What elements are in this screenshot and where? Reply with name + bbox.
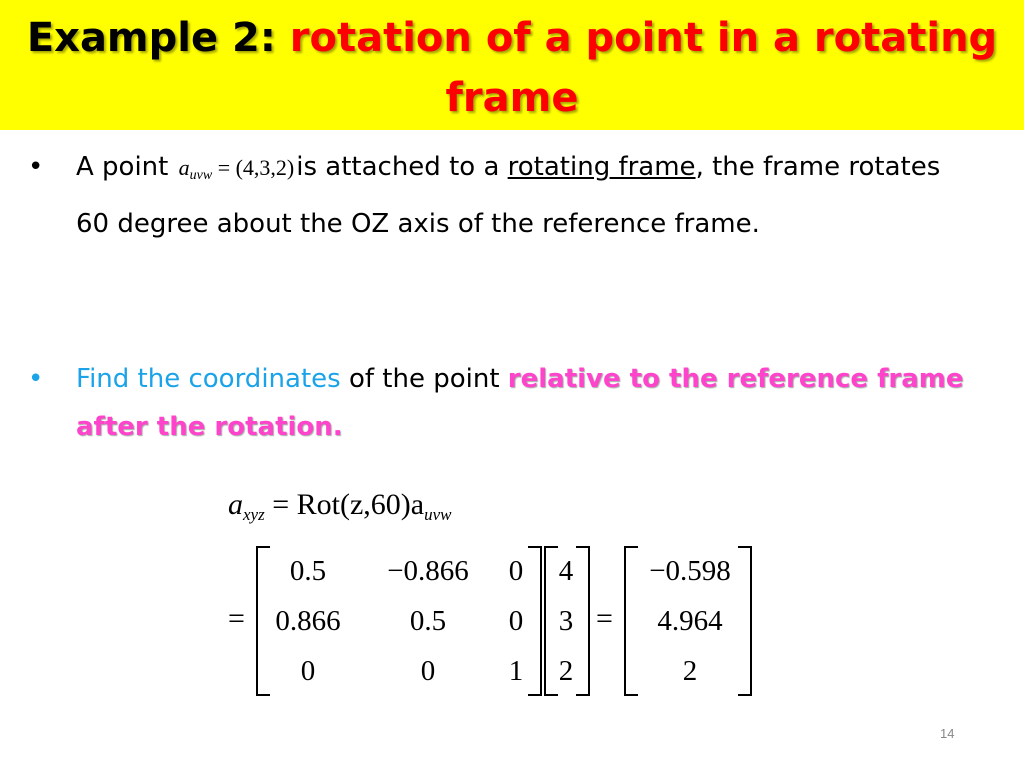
page-number: 14 — [940, 726, 955, 741]
equals-sign: = — [228, 602, 245, 635]
equation-line-2 — [228, 546, 768, 698]
rotation-matrix-cell: 0.5 — [289, 555, 327, 587]
rotation-matrix-cell: −0.866 — [387, 555, 469, 587]
result-cell: 2 — [682, 655, 698, 687]
bullet-1-text-before: A point — [76, 152, 177, 182]
inline-math-rest: = (4,3,2) — [212, 155, 295, 180]
bullet-1-text — [76, 143, 976, 248]
equals-sign: = — [596, 602, 613, 635]
rotation-matrix-cell: 0 — [420, 655, 436, 687]
eq-rhs: = Rot(z,60)a — [264, 488, 425, 521]
rotation-matrix-cell: 0 — [508, 555, 524, 587]
rotation-matrix-cell: 0.5 — [409, 605, 447, 637]
bullet-dot-icon: • — [28, 152, 44, 182]
bullet-2-text — [76, 355, 976, 451]
bullet-1-text-middle: is attached to a — [296, 152, 508, 182]
rotation-matrix-cell: 1 — [508, 655, 524, 687]
bullet-2-part3: relative to the reference frame after the rotation. — [76, 364, 964, 442]
bullet-2-part2: of the point — [340, 364, 508, 394]
inline-equation — [177, 155, 297, 183]
eq-lhs-sub: xyz — [243, 505, 265, 524]
title-main-line2: frame — [445, 75, 579, 121]
inline-math-sub: uvw — [189, 168, 213, 183]
title-bar — [0, 0, 1024, 130]
bullet-1-underlined: rotating frame — [507, 152, 696, 182]
result-cell: 4.964 — [657, 605, 723, 637]
vector-cell: 4 — [558, 555, 574, 587]
title-prefix: Example 2: — [26, 15, 276, 61]
result-cell: −0.598 — [649, 555, 731, 587]
rotation-matrix-cell: 0 — [300, 655, 316, 687]
bullet-2-part1: Find the coordinates — [76, 364, 341, 394]
vector-cell: 3 — [558, 605, 574, 637]
equation-line-1 — [228, 488, 451, 525]
slide-title — [0, 8, 1024, 128]
vector-cell: 2 — [558, 655, 574, 687]
eq-lhs-var: a — [228, 488, 243, 521]
eq-rhs-sub: uvw — [424, 505, 452, 524]
title-main-line1: rotation of a point in a rotating — [289, 15, 998, 61]
rotation-matrix-cell: 0 — [508, 605, 524, 637]
rotation-matrix-cell: 0.866 — [275, 605, 341, 637]
bullet-dot-icon: • — [28, 364, 44, 394]
inline-math-var: a — [178, 155, 190, 180]
bullet-1-text-after: , the frame rotates 60 degree about the OZ axis of the reference frame. — [76, 152, 941, 239]
